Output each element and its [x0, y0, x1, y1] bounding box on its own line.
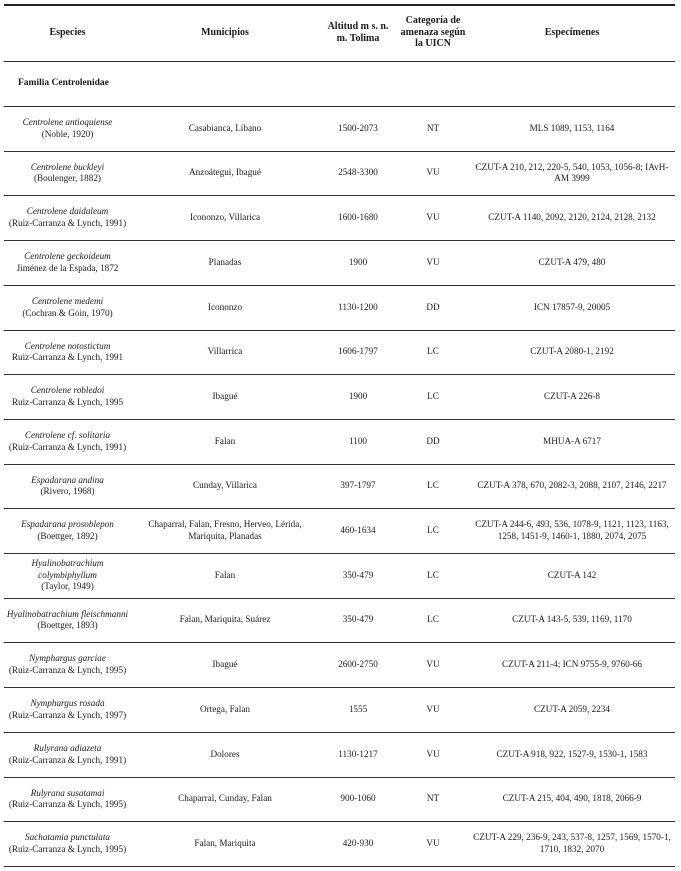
row-rule: [4, 553, 675, 554]
category-cell: VU: [426, 837, 440, 848]
altitude-cell: 2548-3300: [338, 167, 378, 178]
row-rule: [4, 464, 675, 465]
species-text: [9, 698, 126, 721]
species-name: Centrolene medemi: [31, 296, 104, 306]
specimens-cell: MHUA-A 6717: [543, 435, 601, 446]
specimens-cell: CZUT-A 226-8: [543, 390, 601, 401]
altitude-cell: 2600-2750: [338, 658, 378, 669]
municipalities-cell: Cunday, Villarica: [193, 480, 257, 491]
category-cell: VU: [426, 211, 440, 222]
category-cell: LC: [427, 524, 439, 535]
category-cell: NT: [426, 793, 440, 804]
row-rule: [4, 777, 675, 778]
specimens-cell: CZUT-A 210, 212, 220-5, 540, 1053, 1056-8; IAvH-AM 3999: [475, 161, 669, 183]
specimens-cell: CZUT-A 211-4; ICN 9755-9, 9760-66: [502, 658, 642, 669]
municipalities-cell: Ibagué: [212, 658, 238, 669]
species-name: Centrolene geckoideum: [24, 251, 111, 261]
altitude-cell: 1900: [348, 390, 368, 401]
specimens-cell: CZUT-A 244-6, 493, 536, 1078-9, 1121, 1123, 1163, 1258, 1451-9, 1460-1, 1880, 2074, 2075: [475, 519, 669, 541]
species-text: [6, 558, 129, 593]
municipalities-cell: Casabianca, Líbano: [188, 122, 262, 133]
species-name: Hyalinobatrachium fleischmanni: [6, 608, 129, 619]
altitude-cell: 397-1797: [340, 480, 376, 491]
header-species: Especies: [49, 26, 86, 38]
species-author: (Ruiz-Carranza & Lynch, 1995): [8, 664, 127, 675]
municipalities-cell: Falan, Mariquita, Suárez: [179, 614, 271, 625]
municipalities-cell: Dolores: [210, 748, 240, 759]
altitude-cell: 1600-1680: [338, 211, 378, 222]
species-name: Nymphargus garciae: [29, 653, 106, 663]
municipalities-cell: Anzoátegui, Ibagué: [189, 167, 261, 178]
category-cell: LC: [427, 569, 439, 580]
species-name: Centrolene daidaleum: [26, 206, 109, 216]
species-text: [31, 475, 104, 498]
row-rule: [4, 642, 675, 643]
species-author: (Ruiz-Carranza & Lynch, 1991): [8, 217, 127, 228]
specimens-cell: CZUT-A 1140, 2092, 2120, 2124, 2128, 2132: [488, 211, 656, 222]
row-rule: [4, 330, 675, 331]
species-name: Centrolene robledoi: [30, 385, 105, 395]
species-author: (Ruiz-Carranza & Lynch, 1997): [8, 709, 127, 720]
species-author: (Taylor, 1949): [41, 581, 94, 592]
species-text: [9, 206, 126, 229]
row-rule: [4, 151, 675, 152]
row-rule: [4, 240, 675, 241]
row-rule: [4, 285, 675, 286]
specimens-cell: CZUT-A 918, 922, 1527-9, 1530-1, 1583: [496, 748, 648, 759]
species-author: (Rivero, 1968): [40, 486, 95, 496]
species-name: Hyalinobatrachium colymbiphyllum: [31, 558, 104, 580]
species-author: (Ruiz-Carranza & Lynch, 1995): [8, 843, 127, 854]
species-cell: [4, 285, 131, 330]
category-cell: VU: [426, 167, 440, 178]
species-cell: [4, 374, 131, 419]
row-rule: [4, 821, 675, 822]
species-cell: [4, 598, 131, 642]
species-author: (Ruiz-Carranza & Lynch, 1991): [8, 754, 127, 765]
altitude-cell: 1500-2073: [338, 122, 378, 133]
species-name: Centrolene buckleyi: [30, 161, 105, 172]
specimens-cell: CZUT-A 2080-1, 2192: [530, 346, 614, 357]
family-bottom-rule: [4, 106, 675, 107]
species-author: (Ruiz-Carranza & Lynch, 1995): [8, 799, 127, 809]
row-rule: [4, 508, 675, 509]
species-name: Espadarana andina: [31, 474, 104, 485]
row-rule: [4, 732, 675, 733]
specimens-cell: CZUT-A 2059, 2234: [534, 703, 610, 714]
category-cell: VU: [426, 256, 440, 267]
category-cell: NT: [426, 122, 440, 133]
species-cell: [4, 687, 131, 732]
species-cell: [4, 553, 131, 598]
specimens-cell: CZUT-A 229, 236-9, 243, 537-8, 1257, 1569, 1570-1, 1710, 1832, 2070: [473, 832, 671, 854]
row-rule: [4, 374, 675, 375]
category-cell: DD: [426, 435, 440, 446]
row-rule: [4, 687, 675, 688]
municipalities-cell: Chaparral, Falan, Fresno, Herveo, Lérida, Mariquita, Planadas: [148, 519, 302, 541]
header-altitude: Altitud m s. n. m. Tolima: [327, 21, 389, 44]
species-author: (Ruiz-Carranza & Lynch, 1991): [8, 441, 127, 452]
category-cell: VU: [426, 748, 440, 759]
municipalities-cell: Icononzo, Villarica: [189, 211, 261, 222]
municipalities-cell: Ortega, Falan: [199, 703, 250, 714]
municipalities-cell: Falan, Mariquita: [194, 837, 256, 848]
row-rule: [4, 598, 675, 599]
municipalities-cell: Ibagué: [212, 390, 238, 401]
species-name: Espadarana prosoblepon: [21, 519, 114, 529]
species-cell: [4, 732, 131, 777]
species-cell: [4, 151, 131, 195]
species-cell: [4, 642, 131, 687]
species-name: Rulyrana adiazeta: [33, 743, 102, 753]
specimens-cell: CZUT-A 479, 480: [538, 256, 606, 267]
specimens-cell: ICN 17857-9, 20005: [533, 301, 611, 312]
species-cell: [4, 464, 131, 508]
species-cell: [4, 777, 131, 821]
species-text: [9, 788, 126, 811]
species-cell: [4, 821, 131, 866]
specimens-cell: CZUT-A 142: [547, 569, 597, 580]
altitude-cell: 1900: [348, 256, 368, 267]
row-rule: [4, 866, 675, 867]
species-name: Sachatamia punctulata: [25, 832, 110, 842]
species-text: [9, 832, 126, 855]
species-name: Nymphargus rosada: [30, 698, 105, 708]
altitude-cell: 460-1634: [340, 524, 376, 535]
species-name: Rulyrana susatamai: [30, 787, 105, 798]
header-specimens: Especímenes: [544, 26, 600, 38]
species-text: [31, 162, 104, 185]
municipalities-cell: Villarrica: [207, 346, 243, 357]
altitude-cell: 1130-1217: [338, 748, 378, 759]
species-text: [7, 609, 128, 632]
species-text: [21, 519, 114, 542]
species-text: [9, 653, 126, 676]
municipalities-cell: Planadas: [208, 256, 242, 267]
category-cell: LC: [427, 480, 439, 491]
municipalities-cell: Falan: [214, 569, 236, 580]
altitude-cell: 1606-1797: [338, 346, 378, 357]
header-category: Categoría de amenaza según la UICN: [400, 15, 466, 50]
species-cell: [4, 419, 131, 464]
header-bottom-rule: [4, 61, 675, 62]
species-text: [17, 251, 119, 274]
municipalities-cell: Chaparral, Cunday, Falan: [178, 793, 272, 804]
species-text: [22, 296, 112, 319]
species-name: Centrolene notostictum: [24, 340, 111, 351]
municipalities-cell: Icononzo: [207, 301, 243, 312]
altitude-cell: 350-479: [342, 614, 374, 625]
altitude-cell: 350-479: [342, 569, 374, 580]
species-text: [9, 743, 126, 766]
species-text: [12, 341, 123, 364]
species-cell: [4, 508, 131, 553]
altitude-cell: 1130-1200: [338, 301, 378, 312]
altitude-cell: 420-930: [342, 837, 374, 848]
species-author: (Cochran & Goin, 1970): [22, 307, 113, 318]
category-cell: VU: [426, 658, 440, 669]
specimens-cell: CZUT-A 143-5, 539, 1169, 1170: [512, 614, 632, 625]
species-author: (Boettger, 1892): [37, 530, 98, 541]
altitude-cell: 900-1060: [340, 793, 376, 804]
family-heading: Familia Centrolenidae: [18, 78, 109, 88]
species-name: Centrolene cf. solitaria: [24, 430, 111, 440]
specimens-cell: MLS 1089, 1153, 1164: [529, 122, 615, 133]
species-cell: [4, 330, 131, 374]
species-author: Ruiz-Carranza & Lynch, 1995: [11, 396, 124, 407]
species-text: [23, 117, 113, 140]
altitude-cell: 1555: [348, 703, 368, 714]
category-cell: LC: [427, 346, 439, 357]
species-text: [9, 430, 126, 453]
species-author: Jiménez de la Espada, 1872: [16, 262, 119, 273]
species-author: (Noble, 1920): [41, 128, 94, 139]
altitude-cell: 1100: [348, 435, 368, 446]
specimens-cell: CZUT-A 215, 404, 490, 1818, 2066-9: [502, 793, 642, 804]
species-author: Ruiz-Carranza & Lynch, 1991: [11, 352, 124, 362]
row-rule: [4, 419, 675, 420]
species-cell: [4, 195, 131, 240]
species-author: (Boulenger, 1882): [33, 173, 101, 183]
species-author: (Boettger, 1893): [37, 620, 98, 630]
category-cell: LC: [427, 614, 439, 625]
row-rule: [4, 195, 675, 196]
category-cell: VU: [426, 703, 440, 714]
specimens-cell: CZUT-A 378, 670, 2082-3, 2088, 2107, 2146, 2217: [477, 480, 667, 491]
species-cell: [4, 106, 131, 151]
category-cell: DD: [426, 301, 440, 312]
species-text: [12, 385, 123, 408]
municipalities-cell: Falan: [214, 435, 236, 446]
category-cell: LC: [427, 390, 439, 401]
species-name: Centrolene antioquiense: [22, 117, 113, 127]
species-cell: [4, 240, 131, 285]
header-municipalities: Municipios: [201, 26, 249, 38]
